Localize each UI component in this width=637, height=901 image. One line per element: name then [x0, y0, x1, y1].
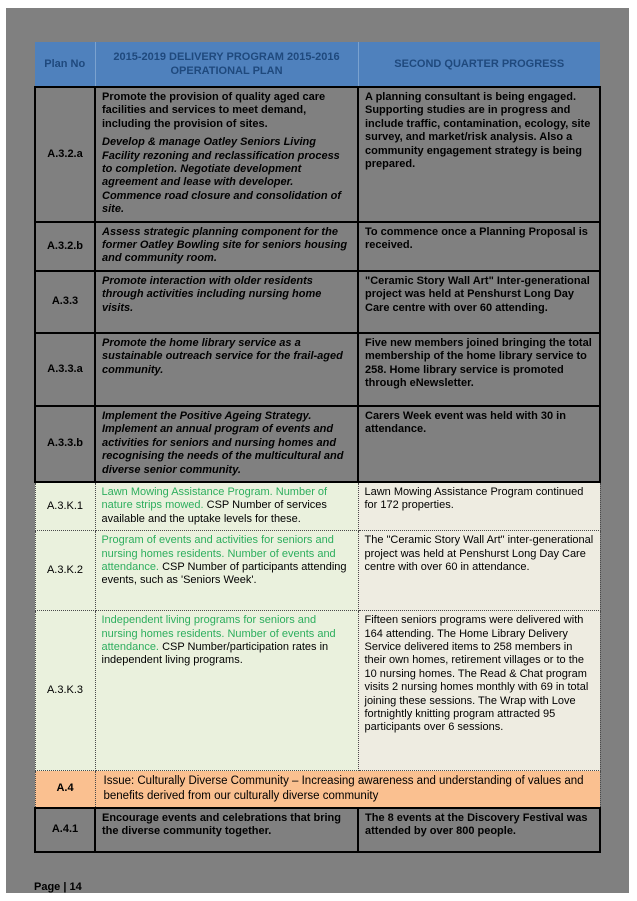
quarter-progress-cell	[358, 406, 600, 482]
text-run: The "Ceramic Story Wall Art" inter-generational project was held at Penshurst Long Day Care centre with over 60 in attendance.	[364, 534, 594, 573]
plan-no-cell: A.3.K.3	[35, 611, 95, 771]
quarter-progress-cell	[358, 611, 600, 771]
plan-no-cell: A.3.3.a	[35, 333, 95, 406]
text-run: "Ceramic Story Wall Art" Inter-generational project was held at Penshurst Long Day Care centre with over 60 attending.	[365, 274, 590, 314]
quarter-progress-cell	[358, 333, 600, 406]
table-row	[35, 808, 600, 852]
header-plan-no: Plan No	[35, 42, 95, 87]
cell-paragraph	[365, 337, 593, 391]
issue-cell: Issue: Culturally Diverse Community – Increasing awareness and understanding of values and benefits derived from our culturally diverse community	[95, 771, 600, 808]
plan-no-cell: A.3.3.b	[35, 406, 95, 482]
plan-no-cell: A.4	[35, 771, 95, 808]
table-row	[35, 611, 600, 771]
cell-paragraph	[365, 614, 594, 735]
delivery-program-cell	[95, 222, 358, 271]
delivery-program-cell	[95, 611, 358, 771]
cell-paragraph	[365, 410, 593, 437]
table-row	[35, 87, 600, 222]
table-row	[35, 406, 600, 482]
table-row	[35, 482, 600, 531]
delivery-program-cell	[95, 808, 358, 852]
text-run: Lawn Mowing Assistance Program continued for 172 properties.	[364, 485, 584, 512]
cell-paragraph	[102, 226, 351, 266]
plan-no-cell: A.3.2.b	[35, 222, 95, 271]
cell-paragraph	[365, 486, 594, 513]
text-run: Promote interaction with older residents through activities including nursing home visits.	[102, 274, 322, 314]
cell-paragraph	[102, 337, 351, 377]
text-run: CSP Number of participants attending events, such as 'Seniors Week'.	[101, 560, 347, 587]
text-run: CSP Number/participation rates in independent living programs.	[101, 640, 329, 667]
text-run: Develop & manage Oatley Seniors Living Facility rezoning and reclassification process to completion. Negotiate development agreement and lease with developer. Commence road closure and consolidation of site.	[102, 136, 341, 216]
plan-no-cell: A.3.K.1	[35, 482, 95, 531]
page-number: Page | 14	[34, 881, 82, 893]
text-run: The 8 events at the Discovery Festival was attended by over 800 people.	[365, 812, 588, 838]
text-run: Fifteen seniors programs were delivered with 164 attending. The Home Library Delivery Service delivered items to 258 members in their own homes, retirement villages or to the 10 nursing homes. The Read & Chat program visits 2 nursing homes monthly with 69 in total joining these sessions. The Wrap with Love fortnightly knitting program attracted 95 participants over 6 sessions.	[364, 614, 589, 734]
text-run: Carers Week event was held with 30 in attendance.	[365, 409, 566, 436]
delivery-program-cell	[95, 333, 358, 406]
text-run: Implement the Positive Ageing Strategy. Implement an annual program of events and activities for seniors and nursing homes and recognising the needs of the multicultural and diverse senior community.	[102, 409, 344, 476]
delivery-program-cell	[95, 271, 358, 333]
cell-paragraph	[102, 275, 351, 315]
cell-paragraph	[365, 534, 594, 574]
quarter-progress-cell	[358, 482, 600, 531]
cell-paragraph	[102, 91, 351, 131]
cell-paragraph	[102, 136, 351, 216]
table-row	[35, 333, 600, 406]
table-body	[35, 87, 600, 852]
delivery-program-cell	[95, 531, 358, 611]
delivery-program-cell	[95, 406, 358, 482]
text-run: Promote the provision of quality aged care facilities and services to meet demand, including the provision of sites.	[102, 91, 326, 130]
table-row	[35, 771, 600, 808]
delivery-program-cell	[95, 482, 358, 531]
plan-no-cell: A.3.2.a	[35, 87, 95, 222]
text-run: Independent living programs for seniors and nursing homes residents. Number of events and attendance.	[101, 614, 336, 653]
header-second-quarter-progress: SECOND QUARTER PROGRESS	[358, 42, 600, 87]
text-run: Promote the home library service as a sustainable outreach service for the frail-aged community.	[102, 336, 343, 376]
text-run: Five new members joined bringing the total membership of the home library service to 258. Home library service is promoted through eNewsletter.	[365, 336, 592, 390]
document-page	[6, 8, 629, 893]
quarter-progress-cell	[358, 531, 600, 611]
table-header	[35, 42, 600, 87]
table-row	[35, 271, 600, 333]
cell-paragraph	[365, 226, 593, 253]
text-run: CSP Number of services available and the uptake levels for these.	[101, 499, 327, 525]
plan-no-cell: A.3.3	[35, 271, 95, 333]
quarter-progress-cell	[358, 222, 600, 271]
cell-paragraph	[102, 486, 352, 526]
quarter-progress-cell	[358, 808, 600, 852]
plan-no-cell: A.4.1	[35, 808, 95, 852]
cell-paragraph	[102, 812, 351, 839]
plan-no-cell: A.3.K.2	[35, 531, 95, 611]
progress-table	[34, 42, 601, 853]
quarter-progress-cell	[358, 271, 600, 333]
cell-paragraph	[365, 91, 593, 171]
cell-paragraph	[102, 534, 352, 588]
cell-paragraph	[365, 812, 593, 839]
cell-paragraph	[102, 614, 352, 668]
cell-paragraph	[365, 275, 593, 315]
table-row	[35, 531, 600, 611]
text-run: Encourage events and celebrations that bring the diverse community together.	[102, 812, 341, 838]
text-run: Program of events and activities for seniors and nursing homes residents. Number of events and attendance.	[101, 534, 336, 573]
table-row	[35, 222, 600, 271]
text-run: Assess strategic planning component for the former Oatley Bowling site for seniors housing and community room.	[102, 225, 348, 265]
text-run: A planning consultant is being engaged. Supporting studies are in progress and include traffic, contamination, ecology, site survey, and market/risk analysis. Also a community engagement strategy is being prepared.	[365, 91, 591, 171]
header-row	[35, 42, 600, 87]
text-run: Lawn Mowing Assistance Program. Number of nature strips mowed.	[101, 485, 328, 512]
header-delivery-program: 2015-2019 DELIVERY PROGRAM 2015-2016 OPERATIONAL PLAN	[95, 42, 358, 87]
cell-paragraph	[102, 410, 351, 477]
quarter-progress-cell	[358, 87, 600, 222]
text-run: To commence once a Planning Proposal is received.	[365, 225, 588, 252]
delivery-program-cell	[95, 87, 358, 222]
